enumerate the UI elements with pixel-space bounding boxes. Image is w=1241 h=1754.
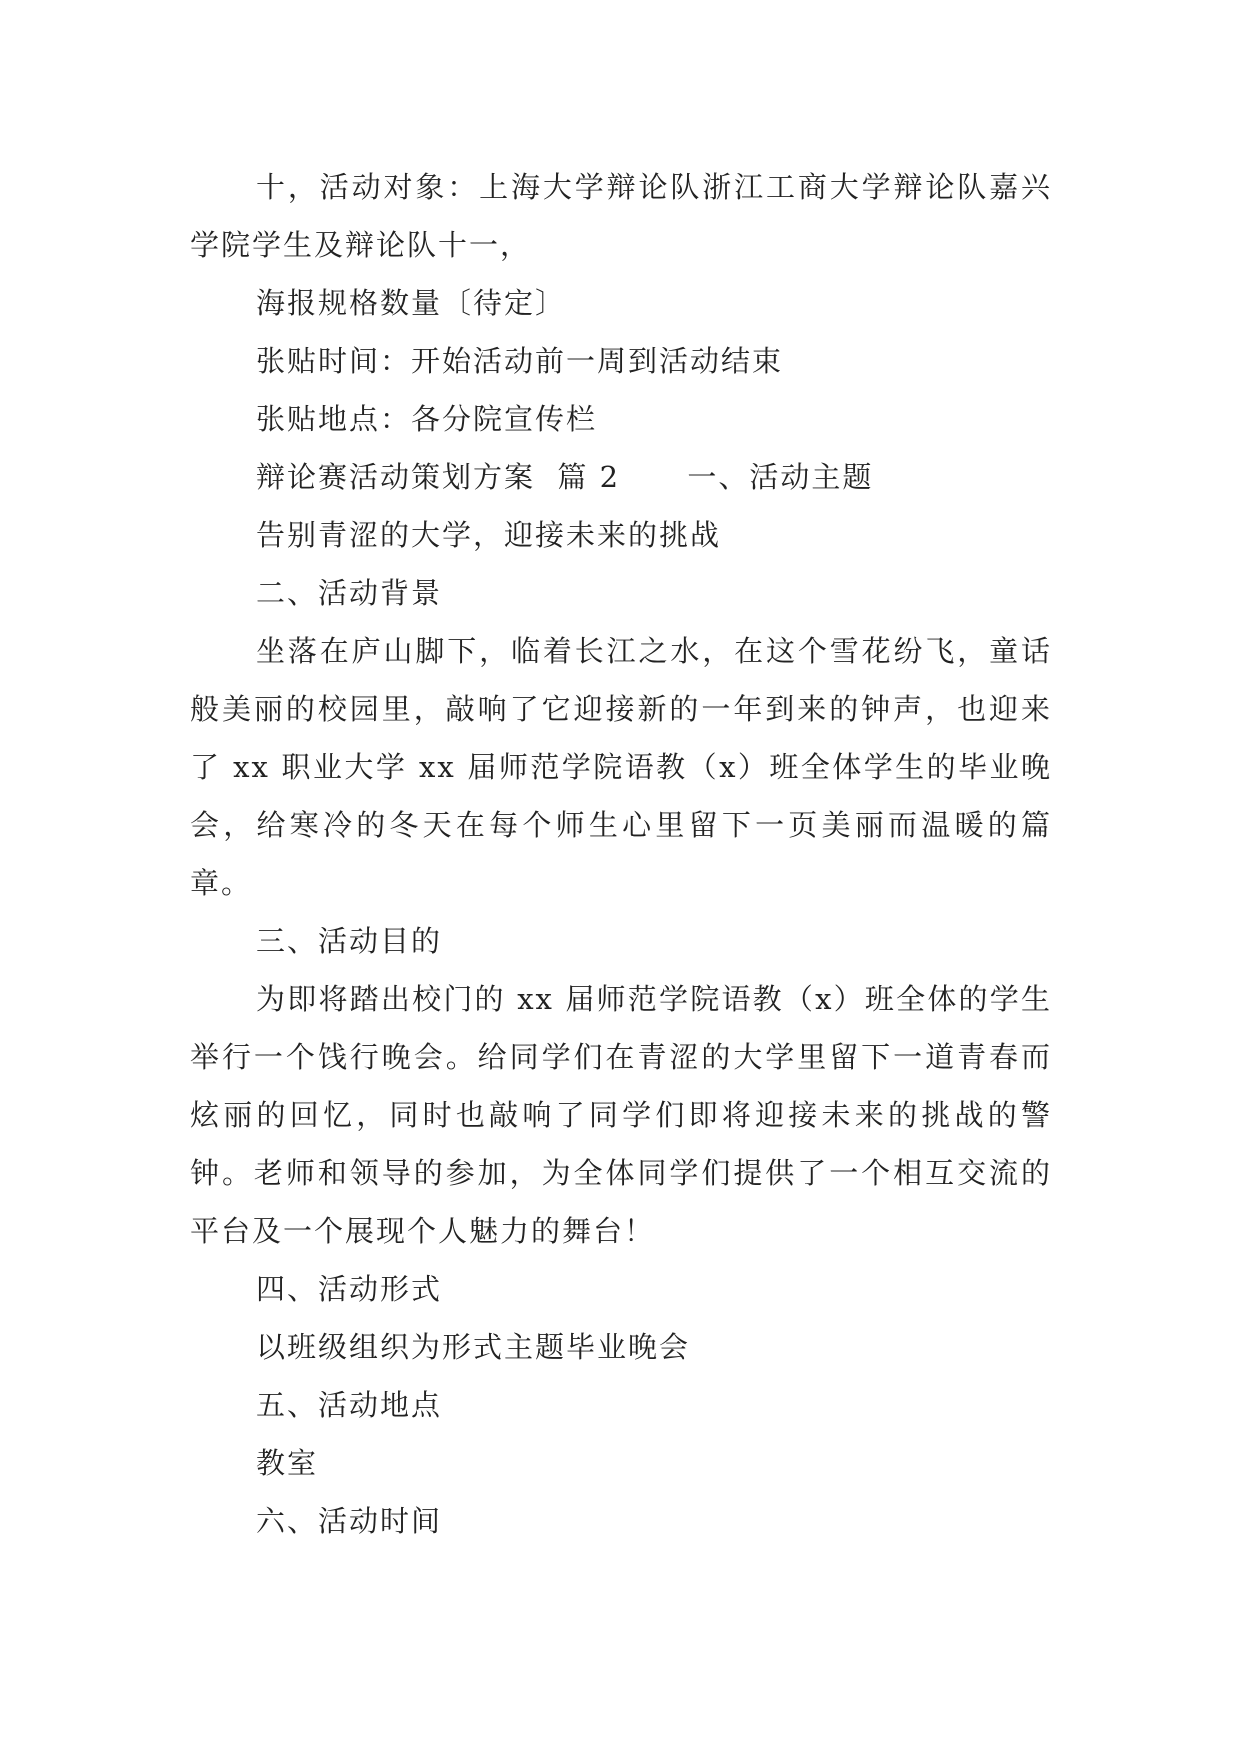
paragraph-section-title: 辩论赛活动策划方案 篇 2 一、活动主题 (256, 460, 874, 494)
heading-time: 六、活动时间 (256, 1504, 443, 1538)
paragraph-location: 教室 (256, 1446, 319, 1480)
paragraph-poster-spec: 海报规格数量〔待定〕 (256, 286, 567, 320)
paragraph-activity-target: 十，活动对象：上海大学辩论队浙江工商大学辩论队嘉兴学院学生及辩论队十一， (190, 170, 1052, 262)
paragraph-posting-location: 张贴地点：各分院宣传栏 (256, 402, 598, 436)
paragraph-background: 坐落在庐山脚下，临着长江之水，在这个雪花纷飞，童话般美丽的校园里，敲响了它迎接新的一年到来的钟声，也迎来了 xx 职业大学 xx 届师范学院语教（x）班全体学生的毕业晚会，给寒冷的冬天在每个师生心里留下一页美丽而温暖的篇章。 (190, 634, 1052, 900)
paragraph-purpose: 为即将踏出校门的 xx 届师范学院语教（x）班全体的学生举行一个饯行晚会。给同学们在青涩的大学里留下一道青春而炫丽的回忆，同时也敲响了同学们即将迎接未来的挑战的警钟。老师和领导的参加，为全体同学们提供了一个相互交流的平台及一个展现个人魅力的舞台！ (190, 982, 1052, 1248)
heading-background: 二、活动背景 (256, 576, 443, 610)
document-body (190, 158, 1052, 1550)
heading-format: 四、活动形式 (256, 1272, 443, 1306)
heading-location: 五、活动地点 (256, 1388, 443, 1422)
heading-purpose: 三、活动目的 (256, 924, 443, 958)
paragraph-theme: 告别青涩的大学，迎接未来的挑战 (256, 518, 722, 552)
paragraph-format: 以班级组织为形式主题毕业晚会 (256, 1330, 691, 1364)
paragraph-posting-time: 张贴时间：开始活动前一周到活动结束 (256, 344, 784, 378)
